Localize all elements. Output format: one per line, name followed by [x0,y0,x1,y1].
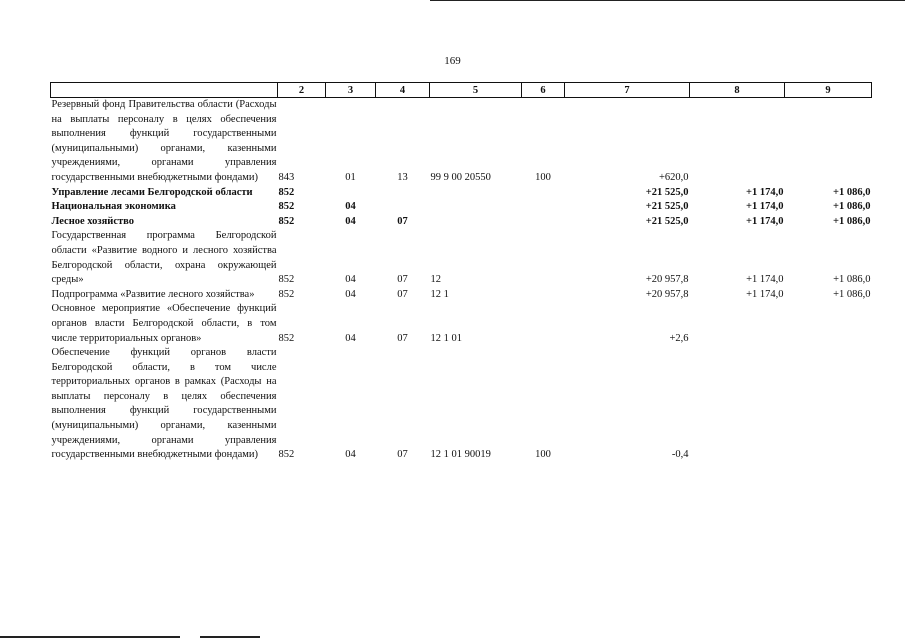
table-row [51,215,872,230]
row-amount-gr8-cell: +1 174,0 [746,186,784,198]
row-amount-gr8-cell: +1 174,0 [746,288,784,300]
row-code-gr2-cell: 852 [278,288,295,300]
row-code-gr3-cell [326,186,376,201]
row-code-gr4-cell: 07 [397,332,408,344]
page-number: 169 [444,55,461,67]
row-amount-gr7-cell: +21 525,0 [645,215,689,227]
row-code-gr2-cell: 852 [278,274,295,286]
table-row [51,200,872,215]
header-cell-4: 4 [376,83,430,98]
row-code-gr3-cell: 04 [345,332,356,344]
row-name-cell: Управление лесами Белгородской области [51,186,253,198]
row-code-gr5-cell [430,215,522,230]
row-code-gr3-cell: 01 [345,171,356,183]
row-name-cell: Обеспечение функций органов власти Белгородской области, в том числе территориальных органов в рамках (Расходы на выплаты персоналу в целях обеспечения выполнения функций государственными (муниципальными) органами, казенными учреждениями, органами управления государственными внебюджетными фондами) [51,347,277,461]
row-code-gr2-cell: 852 [278,215,295,227]
header-cell-8: 8 [690,83,785,98]
row-code-gr4-cell: 07 [397,288,408,300]
row-name-cell: Подпрограмма «Развитие лесного хозяйства» [51,288,255,300]
row-name-cell: Основное мероприятие «Обеспечение функций органов власти Белгородской области, в том числе территориальных органов» [51,303,277,344]
row-amount-gr8-cell: +1 174,0 [746,201,784,213]
table-row [51,98,872,186]
row-amount-gr8-cell [690,98,785,186]
row-code-gr6-cell [522,186,565,201]
header-cell-5: 5 [430,83,522,98]
row-amount-gr7-cell: +21 525,0 [645,186,689,198]
row-code-gr5-cell: 12 1 01 [430,332,462,344]
row-code-gr3-cell: 04 [345,288,356,300]
row-code-gr6-cell: 100 [535,449,551,461]
row-code-gr3-cell: 04 [345,201,356,213]
row-amount-gr7-cell: +620,0 [658,171,689,183]
row-code-gr6-cell [522,229,565,287]
row-code-gr3-cell: 04 [345,274,356,286]
row-code-gr6-cell [522,288,565,303]
table-header-row [51,83,872,98]
row-code-gr6-cell: 100 [535,171,551,183]
row-code-gr5-cell: 12 1 [430,288,449,300]
row-code-gr2-cell: 852 [278,186,295,198]
row-code-gr2-cell: 852 [278,449,295,461]
table-row [51,186,872,201]
row-amount-gr8-cell: +1 174,0 [746,215,784,227]
budget-table [50,82,872,463]
row-amount-gr7-cell: +21 525,0 [645,201,689,213]
row-amount-gr9-cell [785,346,872,463]
table-body [51,98,872,463]
row-code-gr5-cell: 99 9 00 20550 [430,171,491,183]
scan-edge-bottom-mid [200,636,260,638]
row-amount-gr9-cell: +1 086,0 [833,186,871,198]
row-code-gr5-cell: 12 1 01 90019 [430,449,491,461]
row-name-cell: Лесное хозяйство [51,215,135,227]
scan-edge-bottom-left [0,636,180,638]
row-amount-gr8-cell: +1 174,0 [746,274,784,286]
row-code-gr6-cell [522,215,565,230]
header-cell-7: 7 [565,83,690,98]
row-amount-gr9-cell: +1 086,0 [833,288,871,300]
header-cell-2: 2 [278,83,326,98]
row-name-cell: Национальная экономика [51,201,176,213]
scan-edge-top [430,0,905,1]
row-code-gr2-cell: 852 [278,332,295,344]
row-code-gr4-cell: 13 [397,171,408,183]
row-name-cell: Государственная программа Белгородской области «Развитие водного и лесного хозяйства Белгородской области, охрана окружающей среды» [51,230,277,286]
row-amount-gr9-cell [785,98,872,186]
row-amount-gr7-cell: +20 957,8 [645,274,689,286]
header-cell-9: 9 [785,83,872,98]
header-cell-3: 3 [326,83,376,98]
row-amount-gr7-cell: -0,4 [671,449,689,461]
table-row [51,346,872,463]
row-amount-gr9-cell: +1 086,0 [833,274,871,286]
row-amount-gr8-cell [690,346,785,463]
row-amount-gr9-cell: +1 086,0 [833,201,871,213]
row-amount-gr7-cell: +2,6 [669,332,689,344]
row-code-gr3-cell: 04 [345,215,356,227]
table-row [51,302,872,346]
row-amount-gr9-cell: +1 086,0 [833,215,871,227]
row-code-gr4-cell: 07 [397,449,408,461]
row-code-gr5-cell [430,186,522,201]
row-code-gr4-cell: 07 [397,215,408,227]
table-row [51,229,872,287]
header-cell-1 [51,83,278,98]
row-code-gr4-cell [376,186,430,201]
row-amount-gr9-cell [785,302,872,346]
row-amount-gr8-cell [690,302,785,346]
row-code-gr2-cell: 843 [278,171,295,183]
table-row [51,288,872,303]
row-code-gr2-cell: 852 [278,201,295,213]
row-code-gr5-cell [430,200,522,215]
row-code-gr5-cell: 12 [430,274,441,286]
row-code-gr6-cell [522,302,565,346]
row-code-gr3-cell: 04 [345,449,356,461]
row-code-gr6-cell [522,200,565,215]
row-amount-gr7-cell: +20 957,8 [645,288,689,300]
row-code-gr4-cell: 07 [397,274,408,286]
row-code-gr4-cell [376,200,430,215]
row-name-cell: Резервный фонд Правительства области (Расходы на выплаты персоналу в целях обеспечения выполнения функций государственными (муниципальными) органами, казенными учреждениями, органами управления государственными внебюджетными фондами) [51,99,277,183]
header-cell-6: 6 [522,83,565,98]
